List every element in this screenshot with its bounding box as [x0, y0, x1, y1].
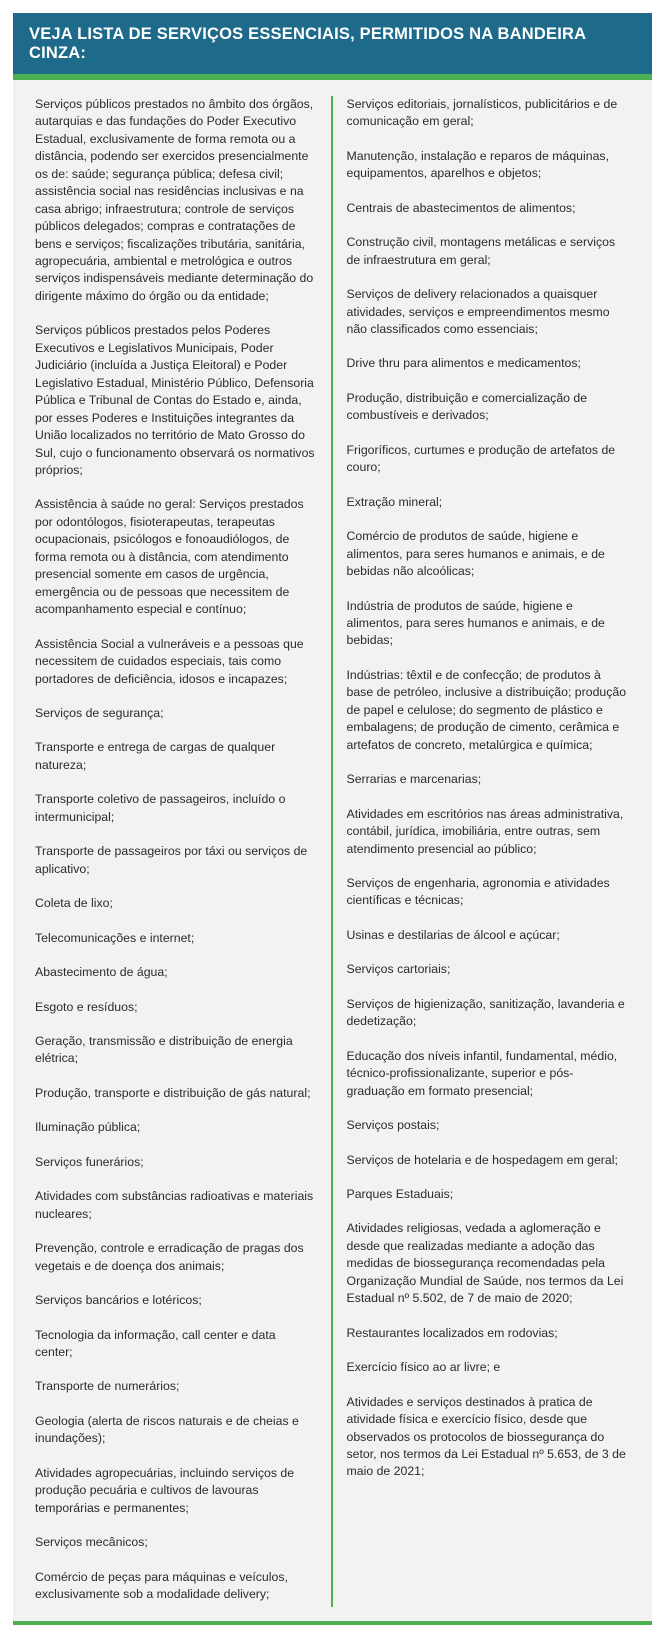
list-item: Serviços postais;	[346, 1118, 440, 1133]
list-item: Comércio de produtos de saúde, higiene e alimentos, para seres humanos e animais, e de bebidas não alcoólicas;	[346, 529, 605, 579]
list-item: Telecomunicações e internet;	[35, 930, 195, 945]
list-item: Indústria de produtos de saúde, higiene e alimentos, para seres humanos e animais, e de bebidas;	[346, 598, 605, 648]
list-item: Tecnologia da informação, call center e data center;	[35, 1327, 276, 1359]
list-item: Atividades religiosas, vedada a aglomeração e desde que realizadas mediante a adoção das medidas de biossegurança recomendadas pela Organização Mundial de Saúde, nos termos da Lei Estadual nº 5.502, de 7 de maio de 2020;	[346, 1221, 624, 1306]
list-item: Geração, transmissão e distribuição de energia elétrica;	[35, 1033, 293, 1066]
list-item: Prevenção, controle e erradicação de pragas dos vegetais e de doença dos animais;	[35, 1241, 304, 1273]
list-item: Centrais de abastecimentos de alimentos;	[346, 200, 576, 215]
list-item: Drive thru para alimentos e medicamentos;	[346, 356, 581, 371]
right-column	[333, 96, 645, 1608]
list-item: Serviços de engenharia, agronomia e atividades científicas e técnicas;	[346, 875, 610, 908]
page-title: VEJA LISTA DE SERVIÇOS ESSENCIAIS, PERMITIDOS NA BANDEIRA CINZA:	[29, 25, 586, 62]
list-item: Serviços bancários e lotéricos;	[35, 1293, 202, 1308]
left-column	[21, 96, 333, 1608]
list-item: Atividades e serviços destinados à pratica de atividade física e exercício físico, desde que observados os protocolos de biossegurança do setor, nos termos da Lei Estadual nº 5.653, de 3 de maio de 2021;	[346, 1394, 626, 1479]
list-item: Transporte coletivo de passageiros, incluído o intermunicipal;	[35, 792, 286, 824]
list-item: Serviços funerários;	[35, 1154, 144, 1169]
list-item: Produção, distribuição e comercialização de combustíveis e derivados;	[346, 390, 588, 423]
list-item: Abastecimento de água;	[35, 965, 168, 980]
list-item: Transporte de passageiros por táxi ou serviços de aplicativo;	[35, 844, 308, 876]
list-item: Assistência à saúde no geral: Serviços prestados por odontólogos, fisioterapeutas, terapeutas ocupacionais, psicólogos e fonoaudiólogos, de forma remota ou à distância, com atendimento presencial somente em casos de urgência, emergência ou de pessoas que necessitem de acompanhamento especial e contínuo;	[35, 497, 304, 617]
header-band	[13, 13, 652, 80]
list-item: Coleta de lixo;	[35, 896, 113, 911]
list-item: Restaurantes localizados em rodovias;	[346, 1325, 558, 1340]
list-item: Serviços públicos prestados pelos Poderes Executivos e Legislativos Municipais, Poder Judiciário (incluída a Justiça Eleitoral) e Poder Legislativo Estadual, Ministério Público, Defensoria Pública e Tribunal de Contas do Estado e, ainda, por esses Poderes e Instituições integrantes da União localizados no território de Mato Grosso do Sul, cujo o funcionamento observará os normativos próprios;	[35, 323, 315, 477]
list-item: Educação dos níveis infantil, fundamental, médio, técnico-profissionalizante, superior e pós-graduação em formato presencial;	[346, 1048, 618, 1098]
list-item: Serviços de delivery relacionados a quaisquer atividades, serviços e empreendimentos mesmo não classificados como essenciais;	[346, 287, 610, 337]
list-item: Exercício físico ao ar livre; e	[346, 1360, 501, 1375]
list-item: Atividades com substâncias radioativas e materiais nucleares;	[35, 1189, 314, 1221]
list-item: Parques Estaduais;	[346, 1186, 454, 1201]
list-item: Manutenção, instalação e reparos de máquinas, equipamentos, aparelhos e objetos;	[346, 148, 609, 181]
content-area	[13, 80, 652, 1626]
list-item: Serrarias e marcenarias;	[346, 772, 482, 787]
list-item: Serviços editoriais, jornalísticos, publicitários e de comunicação em geral;	[346, 96, 618, 129]
list-item: Esgoto e resíduos;	[35, 999, 138, 1014]
list-item: Frigoríficos, curtumes e produção de artefatos de couro;	[346, 442, 616, 475]
list-item: Construção civil, montagens metálicas e serviços de infraestrutura em geral;	[346, 235, 616, 267]
list-item: Iluminação pública;	[35, 1120, 141, 1135]
list-item: Comércio de peças para máquinas e veículos, exclusivamente sob a modalidade delivery;	[35, 1569, 288, 1602]
list-item: Serviços públicos prestados no âmbito dos órgãos, autarquias e das fundações do Poder Executivo Estadual, exclusivamente de forma remota ou a distância, podendo ser exercidos presencialmente os de: saúde; segurança pública; defesa civil; assistência social nas residências inclusivas e na casa abrigo; infraestrutura; controle de serviços públicos delegados; compras e contratações de bens e serviços; fiscalizações tributária, sanitária, agropecuária, ambiental e metrológica e outros serviços indispensáveis mediante determinação do dirigente máximo do órgão ou da entidade;	[35, 96, 314, 303]
list-item: Produção, transporte e distribuição de gás natural;	[35, 1085, 311, 1100]
list-item: Serviços de hotelaria e de hospedagem em geral;	[346, 1152, 618, 1167]
list-item: Serviços mecânicos;	[35, 1535, 148, 1550]
list-item: Extração mineral;	[346, 494, 443, 509]
list-item: Geologia (alerta de riscos naturais e de cheias e inundações);	[35, 1413, 299, 1446]
list-item: Transporte e entrega de cargas de qualquer natureza;	[35, 740, 276, 772]
list-item: Serviços de segurança;	[35, 705, 164, 720]
list-item: Transporte de numerários;	[35, 1379, 180, 1394]
list-item: Atividades em escritórios nas áreas administrativa, contábil, jurídica, imobiliária, entre outras, sem atendimento presencial ao público;	[346, 806, 624, 856]
list-item: Indústrias: têxtil e de confecção; de produtos à base de petróleo, inclusive a distribuição; produção de papel e celulose; do segmento de plástico e embalagens; de produção de cimento, cerâmica e artefatos de concreto, metalúrgica e química;	[346, 667, 627, 752]
list-item: Serviços de higienização, sanitização, lavanderia e dedetização;	[346, 996, 625, 1029]
list-item: Atividades agropecuárias, incluindo serviços de produção pecuária e cultivos de lavouras temporárias e permanentes;	[35, 1465, 295, 1515]
list-item: Serviços cartoriais;	[346, 962, 451, 977]
list-item: Assistência Social a vulneráveis e a pessoas que necessitem de cuidados especiais, tais como portadores de deficiência, idosos e incapazes;	[35, 636, 304, 686]
list-item: Usinas e destilarias de álcool e açúcar;	[346, 927, 560, 942]
